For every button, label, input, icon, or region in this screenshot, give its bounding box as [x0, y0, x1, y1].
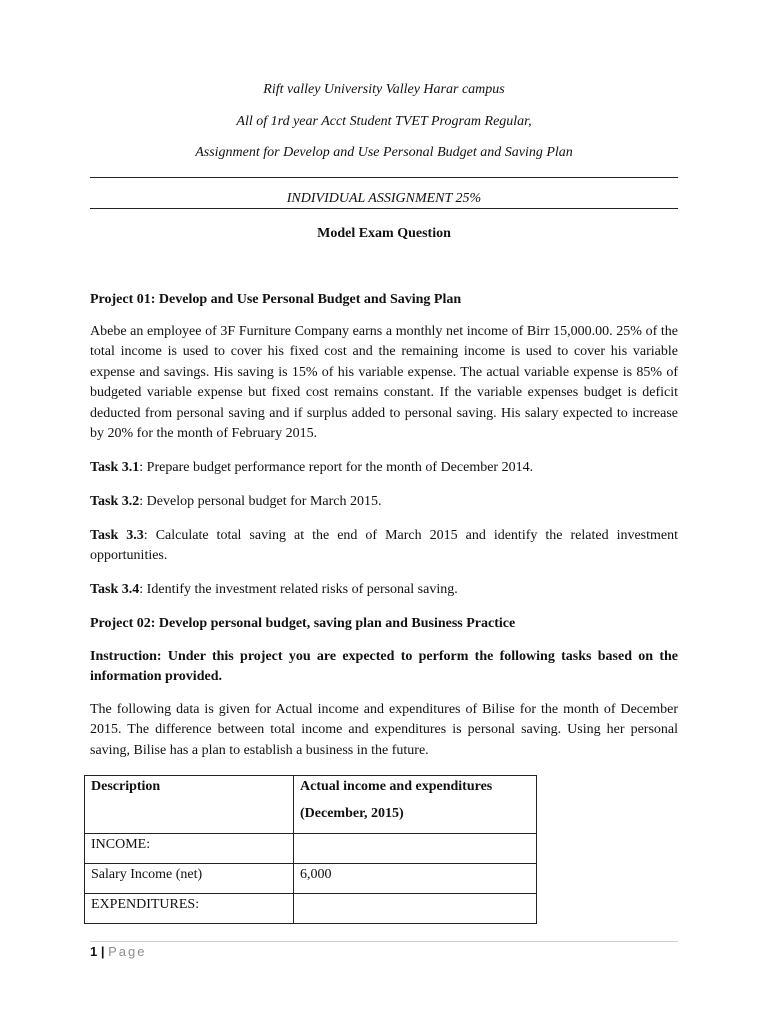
table-header-row [85, 776, 537, 834]
row-value [294, 834, 537, 864]
page-label: Page [108, 944, 147, 959]
university-line: Rift valley University Valley Harar campus [263, 82, 505, 97]
task-label: Task 3.2 [90, 494, 140, 509]
assignment-line: Assignment for Develop and Use Personal Budget and Saving Plan [195, 145, 573, 160]
table-row [85, 834, 537, 864]
task-3-1 [90, 458, 678, 478]
project2-paragraph: The following data is given for Actual income and expenditures of Bilise for the month of December 2015. The difference between total income and expenditures is personal saving. Using her personal saving, Bilise has a plan to establish a business in the future. [90, 702, 678, 758]
header-description: Description [85, 776, 294, 834]
task-3-2 [90, 492, 678, 512]
footer-rule [90, 941, 678, 942]
row-value: 6,000 [294, 864, 537, 894]
table-row [85, 864, 537, 894]
income-expenditure-table [84, 775, 537, 924]
project2-title: Project 02: Develop personal budget, saving plan and Business Practice [90, 616, 516, 631]
row-description: EXPENDITURES: [85, 894, 294, 924]
top-rule [90, 177, 678, 178]
page-footer [90, 944, 147, 959]
page-number: 1 [90, 944, 98, 959]
instruction-paragraph: Instruction: Under this project you are expected to perform the following tasks based on the information provided. [90, 649, 678, 685]
individual-assignment-banner: INDIVIDUAL ASSIGNMENT 25% [286, 191, 482, 206]
model-exam-title: Model Exam Question [317, 226, 451, 241]
header-actual-line2: (December, 2015) [300, 806, 404, 821]
header-actual [294, 776, 537, 834]
program-line: All of 1rd year Acct Student TVET Program Regular, [236, 114, 532, 129]
task-text: : Calculate total saving at the end of March 2015 and identify the related investment opportunities. [90, 528, 678, 564]
page-separator: | [100, 944, 105, 959]
task-label: Task 3.1 [90, 460, 140, 475]
row-description: INCOME: [85, 834, 294, 864]
project1-paragraph: Abebe an employee of 3F Furniture Company earns a monthly net income of Birr 15,000.00. 25% of the total income is used to cover his fixed cost and the remaining income is used to cover his variable expense and savings. His saving is 15% of his variable expense. The actual variable expense is 85% of budgeted variable expense but fixed cost remains constant. If the variable expenses budget is deficit deducted from personal saving and if surplus added to personal saving. His salary expected to increase by 20% for the month of February 2015. [90, 324, 678, 442]
bottom-rule [90, 208, 678, 209]
row-value [294, 894, 537, 924]
table-row [85, 894, 537, 924]
task-text: : Identify the investment related risks of personal saving. [139, 582, 458, 597]
row-description: Salary Income (net) [85, 864, 294, 894]
task-3-3 [90, 526, 678, 567]
task-label: Task 3.3 [90, 528, 144, 543]
task-3-4 [90, 580, 678, 600]
task-text: : Prepare budget performance report for the month of December 2014. [139, 460, 534, 475]
project1-title: Project 01: Develop and Use Personal Budget and Saving Plan [90, 292, 462, 307]
task-text: : Develop personal budget for March 2015. [139, 494, 382, 509]
header-actual-line1: Actual income and expenditures [300, 779, 493, 794]
task-label: Task 3.4 [90, 582, 140, 597]
